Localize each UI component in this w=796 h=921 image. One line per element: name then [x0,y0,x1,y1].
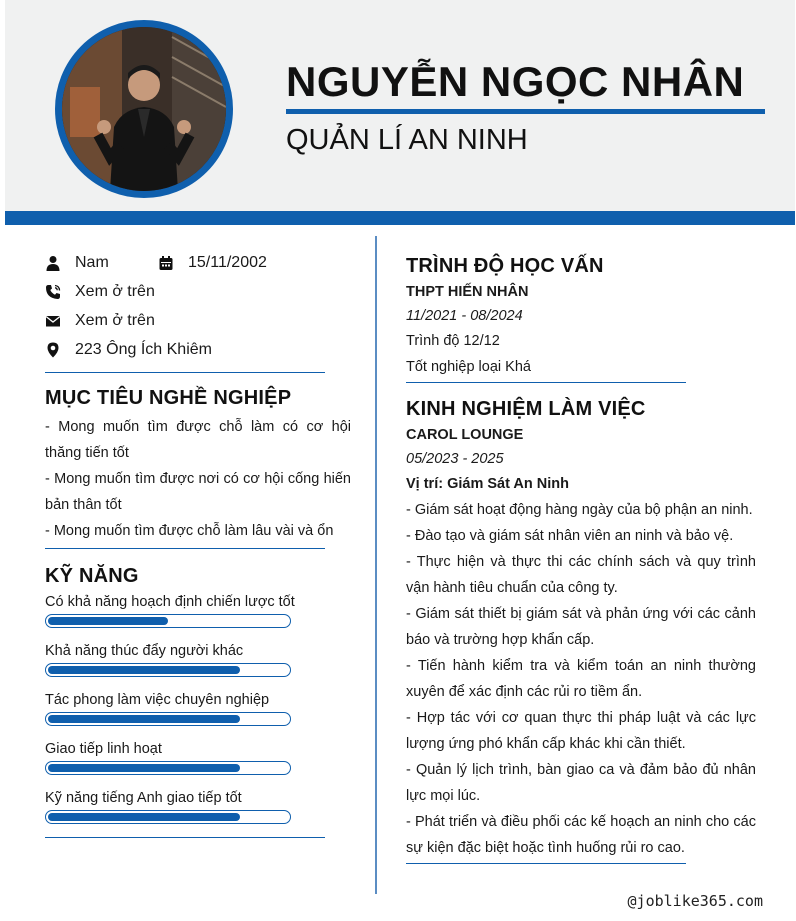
skill-label: Có khả năng hoạch định chiến lược tốt [45,594,295,610]
school-name: THPT HIẾN NHÂN [406,284,529,300]
skill-bar-fill [48,764,240,772]
education-line: Tốt nghiệp loại Khá [406,359,531,375]
right-column [406,252,756,864]
avatar [55,20,233,198]
experience-period: 05/2023 - 2025 [406,451,504,467]
skill-item [45,641,351,677]
education-line: Trình độ 12/12 [406,333,500,349]
column-divider [375,236,377,894]
duty-item: - Tiến hành kiểm tra và kiểm toán an ninh thường xuyên để xác định các rủi ro tiềm ẩn. [406,658,756,700]
skills-title: KỸ NĂNG [45,565,139,587]
skill-bar-fill [48,617,168,625]
position: Vị trí: Giám Sát An Ninh [406,476,570,492]
skill-item [45,788,351,824]
duty-item: - Phát triển và điều phối các kế hoạch an ninh cho các sự kiện đặc biệt hoặc tình huống rủi ro cao. [406,814,756,856]
info-phone [45,277,351,306]
skill-label: Tác phong làm việc chuyên nghiệp [45,692,270,708]
location-pin-icon [45,342,61,358]
envelope-icon [45,313,61,329]
info-address [45,335,351,364]
objective-list [45,414,351,544]
calendar-icon [158,255,174,271]
avatar-photo [62,27,226,191]
duty-item: - Đào tạo và giám sát nhân viên an ninh và bảo vệ. [406,528,734,544]
address-value: 223 Ông Ích Khiêm [75,340,212,358]
header-accent-bar [5,211,795,225]
objective-item: - Mong muốn tìm được chỗ làm lâu vài và ổn [45,523,334,539]
name-underline [286,109,765,114]
email-value: Xem ở trên [75,311,155,329]
skill-bar-fill [48,813,240,821]
watermark: @joblike365.com [627,892,763,910]
duty-item: - Giám sát thiết bị giám sát và phản ứng với các cảnh báo và trường hợp khẩn cấp. [406,606,756,648]
duty-item: - Hợp tác với cơ quan thực thi pháp luật và các lực lượng ứng phó khẩn cấp khác khi cần thiết. [406,710,756,752]
skill-item [45,739,351,775]
section-rule [45,837,325,838]
duty-list [406,497,756,861]
skill-label: Khả năng thúc đẩy người khác [45,643,244,659]
gender-value: Nam [75,253,109,271]
section-rule [406,863,686,864]
skill-bar [45,663,291,677]
skills-list [45,592,351,824]
job-title: QUẢN LÍ AN NINH [286,124,528,156]
company-name: CAROL LOUNGE [406,427,524,443]
objective-item: - Mong muốn tìm được nơi có cơ hội cống hiến bản thân tốt [45,471,351,513]
phone-value: Xem ở trên [75,282,155,300]
skill-bar [45,712,291,726]
skill-item [45,690,351,726]
section-rule [45,548,325,549]
skill-bar-fill [48,666,240,674]
phone-icon [45,284,61,300]
candidate-name: NGUYỄN NGỌC NHÂN [286,58,745,105]
person-icon [45,255,61,271]
duty-item: - Giám sát hoạt động hàng ngày của bộ phận an ninh. [406,502,753,518]
skill-item [45,592,351,628]
info-gender-birthdate [45,248,351,277]
skill-bar-fill [48,715,240,723]
section-rule [45,372,325,373]
section-rule [406,382,686,383]
skill-bar [45,810,291,824]
info-email [45,306,351,335]
objective-title: MỤC TIÊU NGHỀ NGHIỆP [45,387,292,409]
education-title: TRÌNH ĐỘ HỌC VẤN [406,255,604,277]
skill-label: Kỹ năng tiếng Anh giao tiếp tốt [45,790,242,806]
objective-item: - Mong muốn tìm được chỗ làm có cơ hội thăng tiến tốt [45,419,351,461]
birthdate-value: 15/11/2002 [188,253,267,271]
skill-label: Giao tiếp linh hoạt [45,741,162,757]
skill-bar [45,761,291,775]
left-column [45,248,351,838]
experience-title: KINH NGHIỆM LÀM VIỆC [406,398,646,420]
duty-item: - Quản lý lịch trình, bàn giao ca và đảm bảo đủ nhân lực mọi lúc. [406,762,756,804]
education-period: 11/2021 - 08/2024 [406,308,523,324]
duty-item: - Thực hiện và thực thi các chính sách và quy trình vận hành tiêu chuẩn của công ty. [406,554,756,596]
skill-bar [45,614,291,628]
